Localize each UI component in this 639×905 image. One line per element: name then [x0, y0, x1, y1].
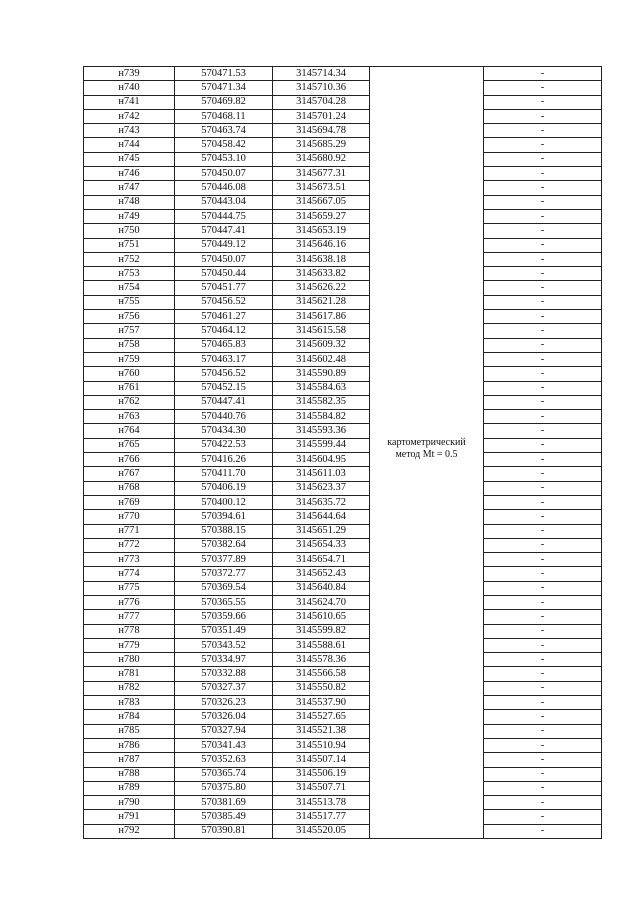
y-coordinate-cell: 3145710.36: [273, 81, 370, 95]
point-cell: н760: [84, 367, 175, 381]
accuracy-cell: -: [484, 267, 602, 281]
accuracy-cell: -: [484, 424, 602, 438]
y-coordinate-cell: 3145673.51: [273, 181, 370, 195]
accuracy-cell: -: [484, 495, 602, 509]
y-coordinate-cell: 3145685.29: [273, 138, 370, 152]
y-coordinate-cell: 3145626.22: [273, 281, 370, 295]
y-coordinate-cell: 3145680.92: [273, 152, 370, 166]
point-cell: н772: [84, 538, 175, 552]
y-coordinate-cell: 3145510.94: [273, 738, 370, 752]
y-coordinate-cell: 3145609.32: [273, 338, 370, 352]
accuracy-cell: -: [484, 710, 602, 724]
table-row: [84, 95, 602, 109]
x-coordinate-cell: 570471.34: [175, 81, 273, 95]
y-coordinate-cell: 3145593.36: [273, 424, 370, 438]
y-coordinate-cell: 3145599.44: [273, 438, 370, 452]
accuracy-cell: -: [484, 138, 602, 152]
x-coordinate-cell: 570468.11: [175, 109, 273, 123]
x-coordinate-cell: 570382.64: [175, 538, 273, 552]
x-coordinate-cell: 570341.43: [175, 738, 273, 752]
table-row: [84, 610, 602, 624]
table-row: [84, 81, 602, 95]
accuracy-cell: -: [484, 367, 602, 381]
point-cell: н763: [84, 410, 175, 424]
accuracy-cell: -: [484, 738, 602, 752]
point-cell: н778: [84, 624, 175, 638]
accuracy-cell: -: [484, 81, 602, 95]
y-coordinate-cell: 3145602.48: [273, 352, 370, 366]
y-coordinate-cell: 3145704.28: [273, 95, 370, 109]
point-cell: н786: [84, 738, 175, 752]
table-row: [84, 653, 602, 667]
accuracy-cell: -: [484, 810, 602, 824]
point-cell: н779: [84, 638, 175, 652]
accuracy-cell: -: [484, 724, 602, 738]
accuracy-cell: -: [484, 181, 602, 195]
table-row: [84, 724, 602, 738]
y-coordinate-cell: 3145701.24: [273, 109, 370, 123]
y-coordinate-cell: 3145584.82: [273, 410, 370, 424]
table-row: [84, 796, 602, 810]
accuracy-cell: -: [484, 753, 602, 767]
table-row: [84, 252, 602, 266]
table-row: [84, 681, 602, 695]
point-cell: н782: [84, 681, 175, 695]
x-coordinate-cell: 570385.49: [175, 810, 273, 824]
point-cell: н787: [84, 753, 175, 767]
x-coordinate-cell: 570388.15: [175, 524, 273, 538]
accuracy-cell: -: [484, 224, 602, 238]
y-coordinate-cell: 3145527.65: [273, 710, 370, 724]
accuracy-cell: -: [484, 109, 602, 123]
method-line-1: картометрический: [387, 437, 466, 449]
y-coordinate-cell: 3145654.33: [273, 538, 370, 552]
x-coordinate-cell: 570471.53: [175, 67, 273, 81]
table-row: [84, 324, 602, 338]
point-cell: н756: [84, 310, 175, 324]
x-coordinate-cell: 570416.26: [175, 453, 273, 467]
accuracy-cell: -: [484, 467, 602, 481]
accuracy-cell: -: [484, 410, 602, 424]
point-cell: н749: [84, 209, 175, 223]
table-row: [84, 181, 602, 195]
point-cell: н788: [84, 767, 175, 781]
x-coordinate-cell: 570332.88: [175, 667, 273, 681]
x-coordinate-cell: 570394.61: [175, 510, 273, 524]
point-cell: н784: [84, 710, 175, 724]
y-coordinate-cell: 3145638.18: [273, 252, 370, 266]
point-cell: н776: [84, 595, 175, 609]
table-row: [84, 810, 602, 824]
point-cell: н781: [84, 667, 175, 681]
point-cell: н757: [84, 324, 175, 338]
coordinates-table-body: [84, 67, 602, 839]
point-cell: н752: [84, 252, 175, 266]
x-coordinate-cell: 570422.53: [175, 438, 273, 452]
y-coordinate-cell: 3145633.82: [273, 267, 370, 281]
y-coordinate-cell: 3145507.71: [273, 781, 370, 795]
point-cell: н745: [84, 152, 175, 166]
accuracy-cell: -: [484, 796, 602, 810]
y-coordinate-cell: 3145621.28: [273, 295, 370, 309]
accuracy-cell: -: [484, 352, 602, 366]
coordinates-table: [83, 66, 602, 839]
accuracy-cell: -: [484, 553, 602, 567]
table-row: [84, 495, 602, 509]
x-coordinate-cell: 570375.80: [175, 781, 273, 795]
accuracy-cell: -: [484, 524, 602, 538]
x-coordinate-cell: 570447.41: [175, 395, 273, 409]
point-cell: н769: [84, 495, 175, 509]
x-coordinate-cell: 570377.89: [175, 553, 273, 567]
point-cell: н758: [84, 338, 175, 352]
point-cell: н746: [84, 167, 175, 181]
x-coordinate-cell: 570365.74: [175, 767, 273, 781]
point-cell: н750: [84, 224, 175, 238]
accuracy-cell: -: [484, 281, 602, 295]
point-cell: н770: [84, 510, 175, 524]
y-coordinate-cell: 3145667.05: [273, 195, 370, 209]
accuracy-cell: -: [484, 510, 602, 524]
x-coordinate-cell: 570444.75: [175, 209, 273, 223]
x-coordinate-cell: 570450.07: [175, 167, 273, 181]
y-coordinate-cell: 3145652.43: [273, 567, 370, 581]
x-coordinate-cell: 570452.15: [175, 381, 273, 395]
point-cell: н744: [84, 138, 175, 152]
point-cell: н739: [84, 67, 175, 81]
x-coordinate-cell: 570334.97: [175, 653, 273, 667]
x-coordinate-cell: 570453.10: [175, 152, 273, 166]
x-coordinate-cell: 570390.81: [175, 824, 273, 838]
x-coordinate-cell: 570443.04: [175, 195, 273, 209]
table-row: [84, 410, 602, 424]
point-cell: н743: [84, 124, 175, 138]
x-coordinate-cell: 570469.82: [175, 95, 273, 109]
table-row: [84, 424, 602, 438]
table-row: [84, 467, 602, 481]
table-row: [84, 738, 602, 752]
accuracy-cell: -: [484, 667, 602, 681]
x-coordinate-cell: 570464.12: [175, 324, 273, 338]
table-row: [84, 395, 602, 409]
table-row: [84, 267, 602, 281]
accuracy-cell: -: [484, 610, 602, 624]
y-coordinate-cell: 3145582.35: [273, 395, 370, 409]
accuracy-cell: -: [484, 310, 602, 324]
x-coordinate-cell: 570440.76: [175, 410, 273, 424]
x-coordinate-cell: 570450.44: [175, 267, 273, 281]
accuracy-cell: -: [484, 152, 602, 166]
y-coordinate-cell: 3145651.29: [273, 524, 370, 538]
y-coordinate-cell: 3145714.34: [273, 67, 370, 81]
accuracy-cell: -: [484, 209, 602, 223]
point-cell: н754: [84, 281, 175, 295]
point-cell: н764: [84, 424, 175, 438]
accuracy-cell: -: [484, 381, 602, 395]
y-coordinate-cell: 3145653.19: [273, 224, 370, 238]
table-row: [84, 824, 602, 838]
point-cell: н755: [84, 295, 175, 309]
y-coordinate-cell: 3145599.82: [273, 624, 370, 638]
accuracy-cell: -: [484, 681, 602, 695]
point-cell: н751: [84, 238, 175, 252]
point-cell: н767: [84, 467, 175, 481]
table-row: [84, 167, 602, 181]
accuracy-cell: -: [484, 581, 602, 595]
x-coordinate-cell: 570381.69: [175, 796, 273, 810]
y-coordinate-cell: 3145640.84: [273, 581, 370, 595]
point-cell: н747: [84, 181, 175, 195]
table-row: [84, 595, 602, 609]
y-coordinate-cell: 3145677.31: [273, 167, 370, 181]
x-coordinate-cell: 570352.63: [175, 753, 273, 767]
y-coordinate-cell: 3145623.37: [273, 481, 370, 495]
table-row: [84, 710, 602, 724]
x-coordinate-cell: 570458.42: [175, 138, 273, 152]
accuracy-cell: -: [484, 696, 602, 710]
x-coordinate-cell: 570456.52: [175, 367, 273, 381]
table-row: [84, 624, 602, 638]
point-cell: н775: [84, 581, 175, 595]
table-row: [84, 281, 602, 295]
table-row: [84, 510, 602, 524]
accuracy-cell: -: [484, 767, 602, 781]
point-cell: н774: [84, 567, 175, 581]
table-row: [84, 209, 602, 223]
table-row: [84, 152, 602, 166]
x-coordinate-cell: 570451.77: [175, 281, 273, 295]
x-coordinate-cell: 570465.83: [175, 338, 273, 352]
table-row: [84, 524, 602, 538]
y-coordinate-cell: 3145644.64: [273, 510, 370, 524]
point-cell: н780: [84, 653, 175, 667]
x-coordinate-cell: 570461.27: [175, 310, 273, 324]
x-coordinate-cell: 570449.12: [175, 238, 273, 252]
table-row: [84, 195, 602, 209]
y-coordinate-cell: 3145590.89: [273, 367, 370, 381]
table-row: [84, 781, 602, 795]
point-cell: н783: [84, 696, 175, 710]
x-coordinate-cell: 570326.23: [175, 696, 273, 710]
point-cell: н759: [84, 352, 175, 366]
table-row: [84, 138, 602, 152]
accuracy-cell: -: [484, 481, 602, 495]
accuracy-cell: -: [484, 295, 602, 309]
y-coordinate-cell: 3145537.90: [273, 696, 370, 710]
point-cell: н748: [84, 195, 175, 209]
x-coordinate-cell: 570327.37: [175, 681, 273, 695]
method-cell: [370, 67, 484, 839]
x-coordinate-cell: 570365.55: [175, 595, 273, 609]
y-coordinate-cell: 3145578.36: [273, 653, 370, 667]
x-coordinate-cell: 570463.74: [175, 124, 273, 138]
y-coordinate-cell: 3145646.16: [273, 238, 370, 252]
accuracy-cell: -: [484, 324, 602, 338]
accuracy-cell: -: [484, 453, 602, 467]
point-cell: н773: [84, 553, 175, 567]
y-coordinate-cell: 3145513.78: [273, 796, 370, 810]
accuracy-cell: -: [484, 195, 602, 209]
x-coordinate-cell: 570411.70: [175, 467, 273, 481]
x-coordinate-cell: 570456.52: [175, 295, 273, 309]
y-coordinate-cell: 3145566.58: [273, 667, 370, 681]
table-row: [84, 367, 602, 381]
x-coordinate-cell: 570400.12: [175, 495, 273, 509]
point-cell: н768: [84, 481, 175, 495]
table-row: [84, 481, 602, 495]
x-coordinate-cell: 570446.08: [175, 181, 273, 195]
accuracy-cell: -: [484, 338, 602, 352]
accuracy-cell: -: [484, 124, 602, 138]
accuracy-cell: -: [484, 824, 602, 838]
table-row: [84, 338, 602, 352]
accuracy-cell: -: [484, 95, 602, 109]
point-cell: н792: [84, 824, 175, 838]
y-coordinate-cell: 3145635.72: [273, 495, 370, 509]
x-coordinate-cell: 570434.30: [175, 424, 273, 438]
accuracy-cell: -: [484, 438, 602, 452]
table-row: [84, 295, 602, 309]
table-row: [84, 753, 602, 767]
accuracy-cell: -: [484, 395, 602, 409]
table-row: [84, 581, 602, 595]
table-row: [84, 352, 602, 366]
table-row: [84, 538, 602, 552]
table-row: [84, 553, 602, 567]
table-row: [84, 767, 602, 781]
table-row: [84, 124, 602, 138]
point-cell: н742: [84, 109, 175, 123]
accuracy-cell: -: [484, 781, 602, 795]
y-coordinate-cell: 3145584.63: [273, 381, 370, 395]
y-coordinate-cell: 3145611.03: [273, 467, 370, 481]
y-coordinate-cell: 3145694.78: [273, 124, 370, 138]
x-coordinate-cell: 570343.52: [175, 638, 273, 652]
point-cell: н740: [84, 81, 175, 95]
point-cell: н771: [84, 524, 175, 538]
table-row: [84, 667, 602, 681]
y-coordinate-cell: 3145506.19: [273, 767, 370, 781]
point-cell: н777: [84, 610, 175, 624]
y-coordinate-cell: 3145654.71: [273, 553, 370, 567]
y-coordinate-cell: 3145624.70: [273, 595, 370, 609]
point-cell: н789: [84, 781, 175, 795]
y-coordinate-cell: 3145615.58: [273, 324, 370, 338]
point-cell: н766: [84, 453, 175, 467]
y-coordinate-cell: 3145550.82: [273, 681, 370, 695]
x-coordinate-cell: 570351.49: [175, 624, 273, 638]
table-row: [84, 224, 602, 238]
y-coordinate-cell: 3145588.61: [273, 638, 370, 652]
y-coordinate-cell: 3145507.14: [273, 753, 370, 767]
table-row: [84, 109, 602, 123]
accuracy-cell: -: [484, 624, 602, 638]
accuracy-cell: -: [484, 638, 602, 652]
accuracy-cell: -: [484, 567, 602, 581]
accuracy-cell: -: [484, 252, 602, 266]
x-coordinate-cell: 570406.19: [175, 481, 273, 495]
table-row: [84, 67, 602, 81]
table-row: [84, 438, 602, 452]
point-cell: н765: [84, 438, 175, 452]
table-row: [84, 567, 602, 581]
accuracy-cell: -: [484, 653, 602, 667]
x-coordinate-cell: 570369.54: [175, 581, 273, 595]
point-cell: н762: [84, 395, 175, 409]
x-coordinate-cell: 570327.94: [175, 724, 273, 738]
y-coordinate-cell: 3145610.65: [273, 610, 370, 624]
table-row: [84, 453, 602, 467]
point-cell: н791: [84, 810, 175, 824]
table-row: [84, 696, 602, 710]
point-cell: н753: [84, 267, 175, 281]
y-coordinate-cell: 3145517.77: [273, 810, 370, 824]
y-coordinate-cell: 3145617.86: [273, 310, 370, 324]
y-coordinate-cell: 3145520.05: [273, 824, 370, 838]
x-coordinate-cell: 570359.66: [175, 610, 273, 624]
y-coordinate-cell: 3145604.95: [273, 453, 370, 467]
y-coordinate-cell: 3145521.38: [273, 724, 370, 738]
point-cell: н790: [84, 796, 175, 810]
accuracy-cell: -: [484, 595, 602, 609]
table-row: [84, 381, 602, 395]
table-row: [84, 310, 602, 324]
accuracy-cell: -: [484, 538, 602, 552]
method-line-2: метод Mt = 0.5: [395, 449, 458, 461]
accuracy-cell: -: [484, 67, 602, 81]
table-row: [84, 638, 602, 652]
x-coordinate-cell: 570326.04: [175, 710, 273, 724]
accuracy-cell: -: [484, 238, 602, 252]
point-cell: н785: [84, 724, 175, 738]
x-coordinate-cell: 570450.07: [175, 252, 273, 266]
point-cell: н761: [84, 381, 175, 395]
x-coordinate-cell: 570372.77: [175, 567, 273, 581]
x-coordinate-cell: 570447.41: [175, 224, 273, 238]
y-coordinate-cell: 3145659.27: [273, 209, 370, 223]
accuracy-cell: -: [484, 167, 602, 181]
point-cell: н741: [84, 95, 175, 109]
table-row: [84, 238, 602, 252]
x-coordinate-cell: 570463.17: [175, 352, 273, 366]
